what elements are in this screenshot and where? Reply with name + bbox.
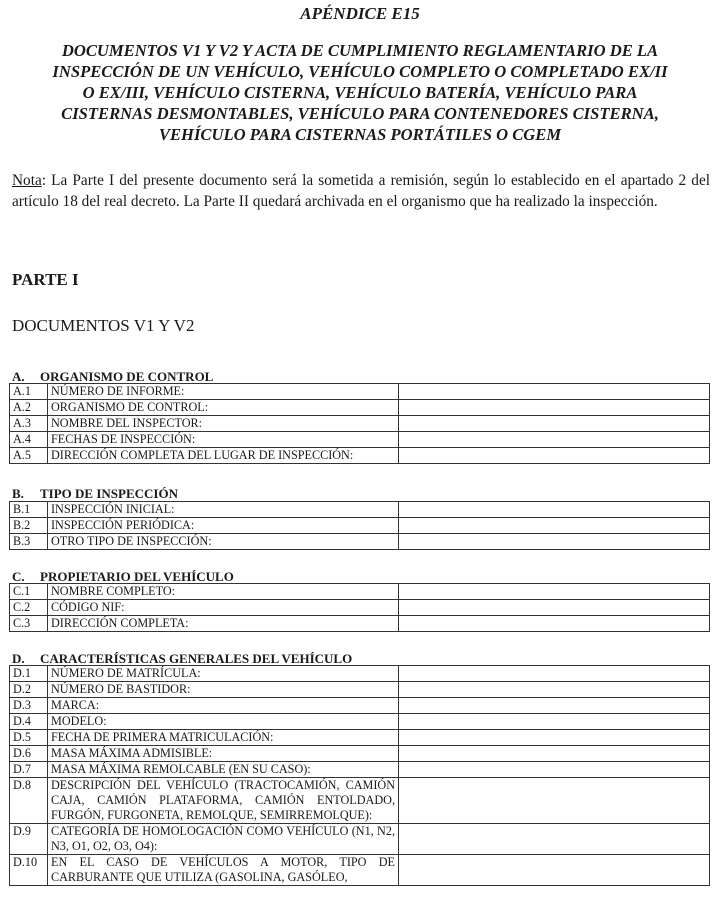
row-value-field[interactable] [399,698,710,714]
row-label: NÚMERO DE BASTIDOR: [48,682,399,698]
row-value-field[interactable] [399,730,710,746]
table-row [10,400,710,416]
note-text: : La Parte I del presente documento será la sometida a remisión, según lo establecido en el apartado 2 del artículo 18 del real decreto. La Parte II quedará archivada en el organismo que ha realizado la inspección. [12,172,710,210]
part-title: PARTE I [12,270,79,289]
section-d-table [9,665,710,886]
row-value-field[interactable] [399,448,710,464]
row-label: FECHAS DE INSPECCIÓN: [48,432,399,448]
row-code: A.5 [10,448,48,464]
section-b-table [9,501,710,550]
row-value-field[interactable] [399,400,710,416]
section-b-heading [12,486,178,502]
table-row [10,714,710,730]
row-code: D.6 [10,746,48,762]
title-line: DOCUMENTOS V1 Y V2 Y ACTA DE CUMPLIMIENTO REGLAMENTARIO DE LA [61,41,659,60]
documents-title: DOCUMENTOS V1 Y V2 [12,316,195,335]
section-a-table [9,383,710,464]
row-value-field[interactable] [399,432,710,448]
title-line: CISTERNAS DESMONTABLES, VEHÍCULO PARA CONTENEDORES CISTERNA, [61,104,659,123]
row-label: FECHA DE PRIMERA MATRICULACIÓN: [48,730,399,746]
row-label: ORGANISMO DE CONTROL: [48,400,399,416]
row-value-field[interactable] [399,778,710,824]
row-code: D.4 [10,714,48,730]
row-label: NÚMERO DE MATRÍCULA: [48,666,399,682]
table-row [10,778,710,824]
row-value-field[interactable] [399,502,710,518]
table-row [10,824,710,855]
row-label: EN EL CASO DE VEHÍCULOS A MOTOR, TIPO DE CARBURANTE QUE UTILIZA (GASOLINA, GASÓLEO, [48,855,399,886]
appendix-title: APÉNDICE E15 [300,4,420,23]
section-title: TIPO DE INSPECCIÓN [40,486,178,501]
row-code: C.1 [10,584,48,600]
row-value-field[interactable] [399,600,710,616]
section-letter: D. [12,651,25,666]
row-code: D.7 [10,762,48,778]
row-label: CÓDIGO NIF: [48,600,399,616]
section-title: PROPIETARIO DEL VEHÍCULO [40,569,234,584]
row-label: INSPECCIÓN INICIAL: [48,502,399,518]
row-label: CATEGORÍA DE HOMOLOGACIÓN COMO VEHÍCULO (N1, N2, N3, O1, O2, O3, O4): [48,824,399,855]
table-row [10,730,710,746]
row-value-field[interactable] [399,584,710,600]
row-value-field[interactable] [399,824,710,855]
title-line: O EX/III, VEHÍCULO CISTERNA, VEHÍCULO BATERÍA, VEHÍCULO PARA [82,83,638,102]
table-row [10,666,710,682]
table-row [10,432,710,448]
table-row [10,502,710,518]
table-row [10,518,710,534]
row-code: B.1 [10,502,48,518]
row-code: D.1 [10,666,48,682]
row-code: C.2 [10,600,48,616]
row-value-field[interactable] [399,714,710,730]
table-row [10,746,710,762]
row-value-field[interactable] [399,534,710,550]
section-letter: A. [12,369,25,384]
row-code: C.3 [10,616,48,632]
table-row [10,682,710,698]
table-row [10,762,710,778]
row-value-field[interactable] [399,518,710,534]
row-value-field[interactable] [399,384,710,400]
row-label: DIRECCIÓN COMPLETA: [48,616,399,632]
row-label: MASA MÁXIMA ADMISIBLE: [48,746,399,762]
section-letter: B. [12,486,24,501]
row-value-field[interactable] [399,682,710,698]
title-line: VEHÍCULO PARA CISTERNAS PORTÁTILES O CGEM [158,125,562,144]
table-row [10,584,710,600]
table-row [10,698,710,714]
row-label: DIRECCIÓN COMPLETA DEL LUGAR DE INSPECCIÓN: [48,448,399,464]
title-line: INSPECCIÓN DE UN VEHÍCULO, VEHÍCULO COMPLETO O COMPLETADO EX/II [52,62,668,81]
row-label: MASA MÁXIMA REMOLCABLE (EN SU CASO): [48,762,399,778]
row-label: OTRO TIPO DE INSPECCIÓN: [48,534,399,550]
row-code: D.5 [10,730,48,746]
row-value-field[interactable] [399,616,710,632]
row-label: NOMBRE DEL INSPECTOR: [48,416,399,432]
section-letter: C. [12,569,25,584]
document-title [8,40,712,145]
row-code: A.3 [10,416,48,432]
row-label: NOMBRE COMPLETO: [48,584,399,600]
table-row [10,600,710,616]
row-value-field[interactable] [399,666,710,682]
table-row [10,616,710,632]
table-row [10,384,710,400]
row-label: NÚMERO DE INFORME: [48,384,399,400]
row-code: B.3 [10,534,48,550]
row-label: MARCA: [48,698,399,714]
row-code: D.10 [10,855,48,886]
row-value-field[interactable] [399,762,710,778]
row-code: B.2 [10,518,48,534]
row-label: DESCRIPCIÓN DEL VEHÍCULO (TRACTOCAMIÓN, CAMIÓN CAJA, CAMIÓN PLATAFORMA, CAMIÓN ENTOLDADO, FURGÓN, FURGONETA, REMOLQUE, SEMIRREMOLQUE): [48,778,399,824]
row-code: A.1 [10,384,48,400]
row-value-field[interactable] [399,416,710,432]
row-code: A.2 [10,400,48,416]
row-code: D.9 [10,824,48,855]
table-row [10,855,710,886]
row-code: D.3 [10,698,48,714]
row-code: D.2 [10,682,48,698]
table-row [10,416,710,432]
section-c-table [9,583,710,632]
table-row [10,534,710,550]
section-title: CARACTERÍSTICAS GENERALES DEL VEHÍCULO [40,651,353,666]
row-code: D.8 [10,778,48,824]
note-paragraph [12,170,710,212]
note-label: Nota [12,172,42,189]
row-label: INSPECCIÓN PERIÓDICA: [48,518,399,534]
row-label: MODELO: [48,714,399,730]
row-value-field[interactable] [399,855,710,886]
section-title: ORGANISMO DE CONTROL [40,369,214,384]
row-value-field[interactable] [399,746,710,762]
row-code: A.4 [10,432,48,448]
table-row [10,448,710,464]
